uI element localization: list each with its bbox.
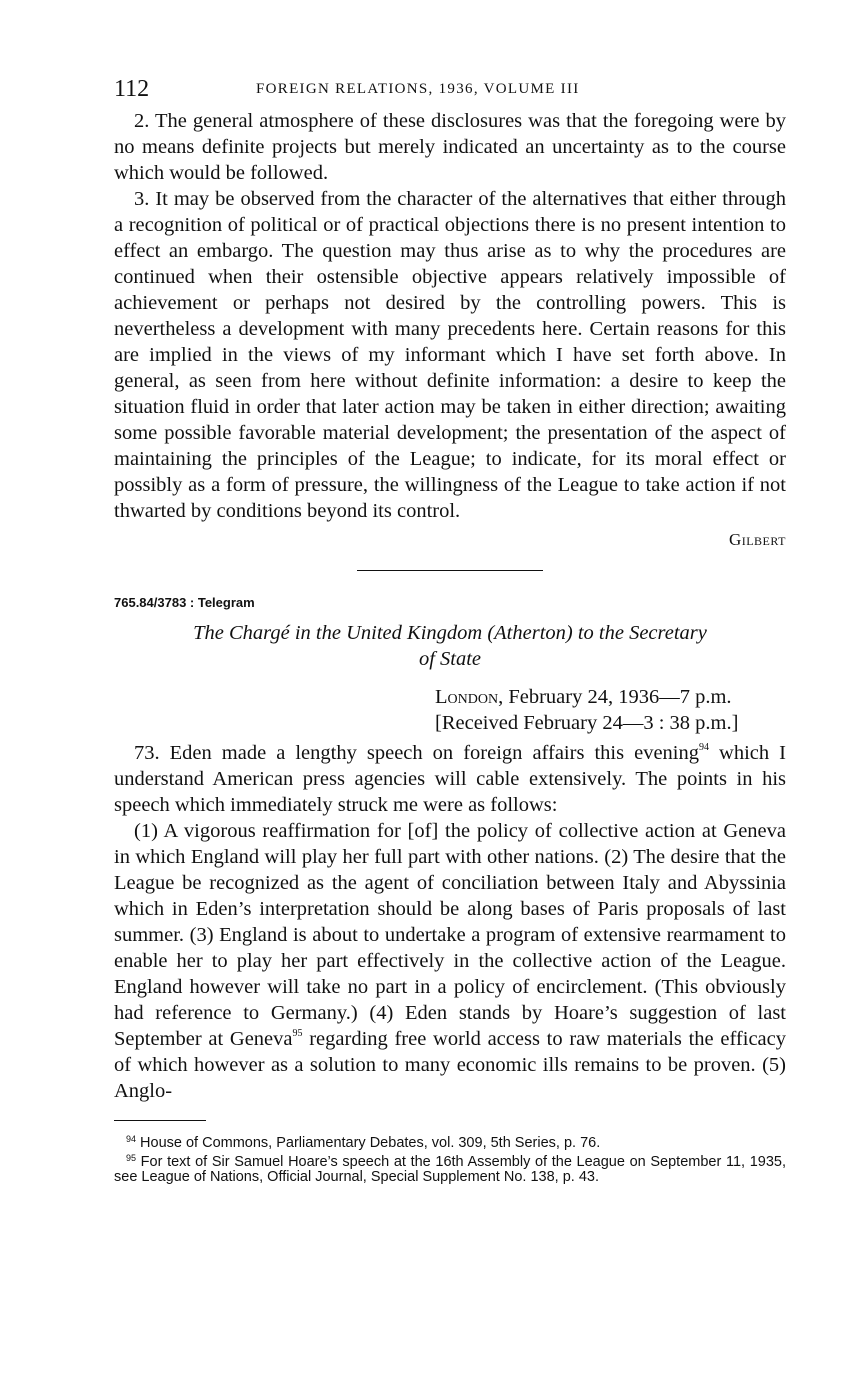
paragraph-3: 3. It may be observed from the character of the alternatives that either through a recognition of political or of practical objections there is no present intention to effect an embargo. The question may thus arise as to why the procedures are continued when their ostensible objective appears relatively impossible of achievement or perhaps not desired by the controlling powers. This is nevertheless a development with many precedents here. Certain reasons for this are implied in the views of my informant which I have set forth above. In general, as seen from here without definite information: a desire to keep the situation fluid in order that later action may be taken in either direction; awaiting some possible favorable material development; the presentation of the aspect of maintaining the principles of the League; to indicate, for its moral effect or possibly as a form of pressure, the willingness of the League to take action if not thwarted by conditions beyond its control.: [114, 188, 786, 522]
footnote-94-text: House of Commons, Parliamentary Debates, vol. 309, 5th Series, p. 76.: [136, 1135, 601, 1151]
document-page: [114, 74, 786, 1185]
footnote-95-mark: 95: [126, 1153, 137, 1163]
running-header: [114, 74, 786, 108]
signature-gilbert: Gilbert: [728, 530, 786, 549]
running-title: FOREIGN RELATIONS, 1936, VOLUME III: [256, 81, 580, 97]
para73-text-b: which I understand American press agencies will cable extensively. The points in his speech which immediately struck me were as follows:: [114, 742, 786, 816]
received-line: [Received February 24—3 : 38 p.m.]: [435, 712, 739, 734]
footnote-95: [114, 1151, 786, 1185]
telegram-paragraph-73: [114, 740, 786, 818]
dateline-place: London: [435, 686, 499, 708]
points-text-b: regarding free world access to raw materials the efficacy of which however as a solution to many economic ills remains to be proven. (5) Anglo-: [114, 1028, 786, 1102]
dateline-date: , February 24, 1936—7 p.m.: [498, 686, 732, 708]
footnotes: [114, 1132, 786, 1185]
footnote-ref-94[interactable]: 94: [699, 742, 709, 753]
para73-text-a: 73. Eden made a lengthy speech on foreign affairs this evening: [134, 742, 699, 764]
footnote-divider: [114, 1120, 206, 1121]
file-reference: 765.84/3783 : Telegram: [114, 595, 255, 610]
paragraph-2: 2. The general atmosphere of these disclosures was that the foregoing were by no means definite projects but merely indicated an uncertainty as to the course which would be followed.: [114, 110, 786, 184]
footnote-94-mark: 94: [126, 1134, 137, 1144]
document-title: [114, 620, 786, 672]
document-title-line-1: The Chargé in the United Kingdom (Atherton) to the Secretary: [193, 622, 707, 644]
section-divider: [357, 570, 543, 571]
footnote-ref-95[interactable]: 95: [292, 1028, 303, 1039]
telegram-points-paragraph: [114, 818, 786, 1104]
dateline: [435, 684, 786, 736]
document-title-line-2: of State: [418, 648, 482, 670]
points-text-a: (1) A vigorous reaffirmation for [of] the policy of collective action at Geneva in which England will play her full part with other nations. (2) The desire that the League be recognized as the agent of conciliation between Italy and Abyssinia which in Eden’s interpretation should be along bases of Paris proposals of last summer. (3) England is about to undertake a program of extensive rearmament to enable her to play her part effectively in the collective action of the League. England however will take no part in a policy of encirclement. (This obviously had reference to Germany.) (4) Eden stands by Hoare’s suggestion of last September at Geneva: [114, 820, 786, 1050]
footnote-95-text: For text of Sir Samuel Hoare’s speech at the 16th Assembly of the League on September 11, 1935, see League of Nations, Official Journal, Special Supplement No. 138, p. 43.: [114, 1154, 786, 1185]
page-number: 112: [114, 76, 150, 102]
footnote-94: [114, 1132, 786, 1151]
